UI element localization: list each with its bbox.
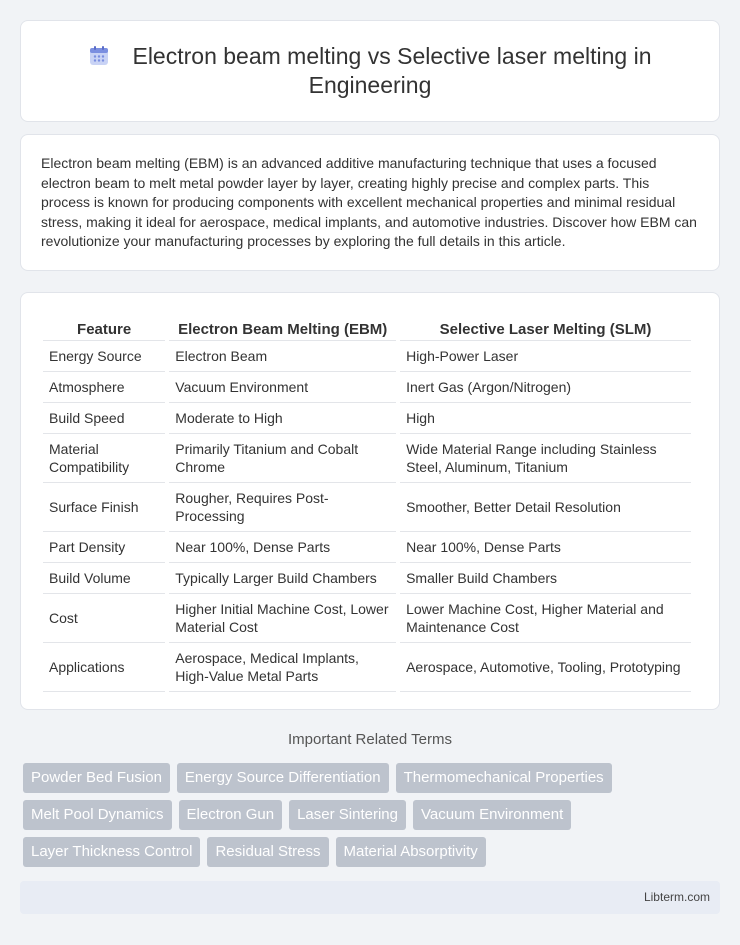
cell-ebm: Electron Beam — [169, 341, 396, 372]
cell-ebm: Aerospace, Medical Implants, High-Value Metal Parts — [169, 643, 396, 692]
header-ebm: Electron Beam Melting (EBM) — [169, 311, 396, 341]
table-row — [43, 372, 691, 403]
calendar-icon — [88, 45, 110, 67]
page-title — [61, 42, 679, 100]
tag-residual-stress[interactable]: Residual Stress — [207, 837, 328, 867]
cell-feature: Cost — [43, 594, 165, 643]
intro-text: Electron beam melting (EBM) is an advanced additive manufacturing technique that uses a focused electron beam to melt metal powder layer by layer, creating highly precise and complex parts. This process is known for producing components with excellent mechanical properties and minimal residual stress, making it ideal for aerospace, medical implants, and automotive industries. Discover how EBM can revolutionize your manufacturing processes by exploring the full details in this article. — [41, 155, 697, 250]
table-row — [43, 532, 691, 563]
footer-brand[interactable]: Libterm.com — [643, 890, 710, 904]
tag-energy-source-differentiation[interactable]: Energy Source Differentiation — [177, 763, 389, 793]
cell-slm: Near 100%, Dense Parts — [400, 532, 691, 563]
tag-row — [23, 800, 723, 830]
cell-slm: Aerospace, Automotive, Tooling, Prototyping — [400, 643, 691, 692]
cell-feature: Material Compatibility — [43, 434, 165, 483]
tag-melt-pool-dynamics[interactable]: Melt Pool Dynamics — [23, 800, 172, 830]
table-row — [43, 643, 691, 692]
header-slm: Selective Laser Melting (SLM) — [400, 311, 691, 341]
cell-feature: Surface Finish — [43, 483, 165, 532]
related-terms-heading: Important Related Terms — [288, 731, 452, 748]
cell-slm: Wide Material Range including Stainless Steel, Aluminum, Titanium — [400, 434, 691, 483]
footer — [20, 881, 720, 914]
cell-slm: Lower Machine Cost, Higher Material and Maintenance Cost — [400, 594, 691, 643]
title-card — [20, 20, 720, 122]
tag-row — [23, 837, 723, 867]
header-feature: Feature — [43, 311, 165, 341]
cell-feature: Atmosphere — [43, 372, 165, 403]
intro-card — [20, 134, 720, 271]
cell-slm: High-Power Laser — [400, 341, 691, 372]
cell-ebm: Vacuum Environment — [169, 372, 396, 403]
cell-ebm: Typically Larger Build Chambers — [169, 563, 396, 594]
table-row — [43, 483, 691, 532]
tag-vacuum-environment[interactable]: Vacuum Environment — [413, 800, 571, 830]
table-row — [43, 434, 691, 483]
table-row — [43, 563, 691, 594]
tag-layer-thickness-control[interactable]: Layer Thickness Control — [23, 837, 200, 867]
cell-ebm: Rougher, Requires Post-Processing — [169, 483, 396, 532]
table-row — [43, 403, 691, 434]
cell-slm: Smaller Build Chambers — [400, 563, 691, 594]
cell-feature: Build Volume — [43, 563, 165, 594]
tag-thermomechanical-properties[interactable]: Thermomechanical Properties — [396, 763, 612, 793]
table-row — [43, 594, 691, 643]
cell-ebm: Primarily Titanium and Cobalt Chrome — [169, 434, 396, 483]
table-row — [43, 341, 691, 372]
cell-slm: Inert Gas (Argon/Nitrogen) — [400, 372, 691, 403]
tag-row — [23, 763, 723, 793]
cell-feature: Build Speed — [43, 403, 165, 434]
tag-electron-gun[interactable]: Electron Gun — [179, 800, 283, 830]
cell-slm: Smoother, Better Detail Resolution — [400, 483, 691, 532]
cell-feature: Energy Source — [43, 341, 165, 372]
page-title-text: Electron beam melting vs Selective laser melting in Engineering — [132, 43, 652, 98]
table-header-row — [43, 311, 691, 341]
tag-laser-sintering[interactable]: Laser Sintering — [289, 800, 406, 830]
comparison-table — [39, 311, 695, 692]
cell-ebm: Moderate to High — [169, 403, 396, 434]
cell-feature: Part Density — [43, 532, 165, 563]
tag-powder-bed-fusion[interactable]: Powder Bed Fusion — [23, 763, 170, 793]
comparison-card — [20, 292, 720, 710]
cell-feature: Applications — [43, 643, 165, 692]
tag-material-absorptivity[interactable]: Material Absorptivity — [336, 837, 486, 867]
cell-slm: High — [400, 403, 691, 434]
related-terms-list — [23, 763, 723, 874]
cell-ebm: Higher Initial Machine Cost, Lower Material Cost — [169, 594, 396, 643]
cell-ebm: Near 100%, Dense Parts — [169, 532, 396, 563]
